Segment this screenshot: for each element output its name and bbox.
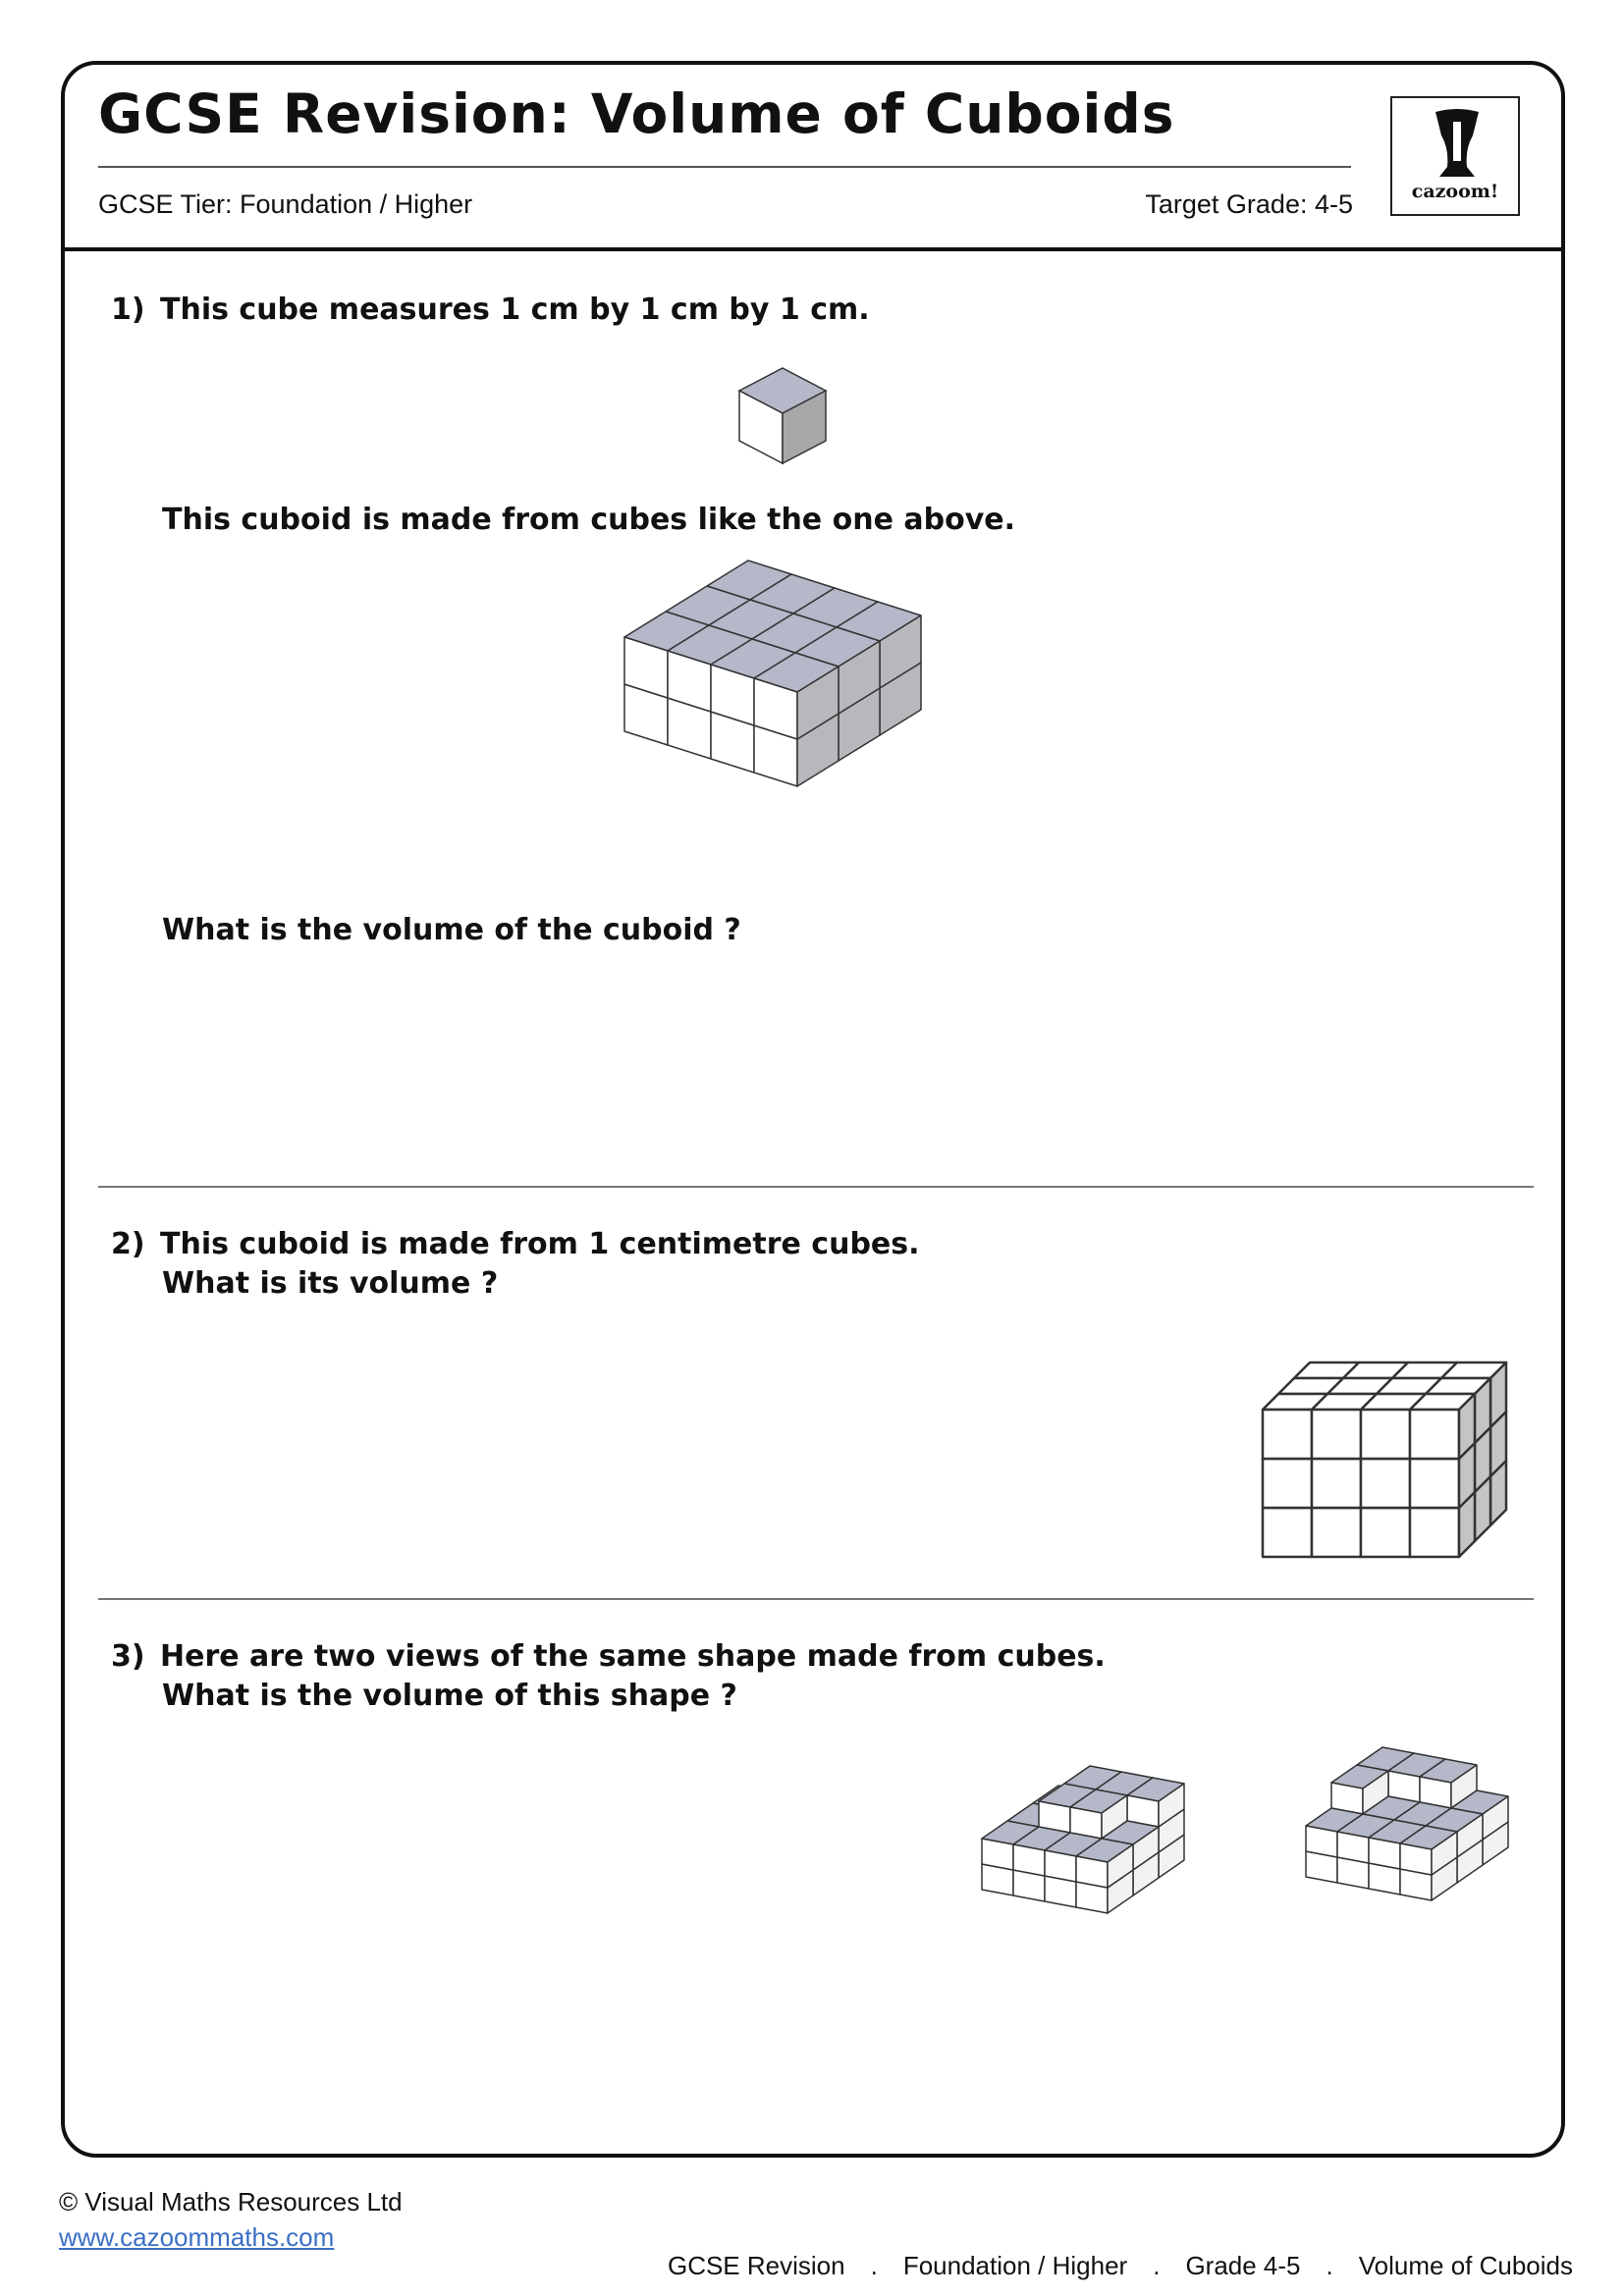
q2-number: 2): [111, 1227, 145, 1261]
crumb-separator: .: [870, 2251, 878, 2280]
q3-line1: Here are two views of the same shape made from cubes.: [160, 1639, 1106, 1674]
logo-text: cazoom!: [1411, 181, 1499, 202]
footer-breadcrumb: [654, 2220, 1573, 2281]
cube-front-face: [1400, 1843, 1432, 1875]
q1-number: 1): [111, 293, 145, 327]
crumb-3: Grade 4-5: [1185, 2251, 1301, 2280]
page-title: GCSE Revision: Volume of Cuboids: [98, 82, 1175, 145]
footer-credits: [59, 2184, 403, 2255]
target-grade-label: Target Grade: 4-5: [1145, 189, 1353, 219]
q2-line2: What is its volume ?: [162, 1266, 499, 1301]
tier-label: GCSE Tier: Foundation / Higher: [98, 189, 473, 219]
cube-front-face: [1337, 1832, 1369, 1863]
q1-text2: This cuboid is made from cubes like the one above.: [162, 503, 1015, 537]
cube-front-face: [1369, 1838, 1400, 1869]
crumb-2: Foundation / Higher: [902, 2251, 1128, 2280]
cube-front-face: [1306, 1826, 1337, 1857]
website-link[interactable]: www.cazoommaths.com: [59, 2222, 335, 2252]
crumb-1: GCSE Revision: [667, 2251, 845, 2280]
crumb-separator: .: [1153, 2251, 1161, 2280]
q2-line1: This cuboid is made from 1 centimetre cubes.: [160, 1227, 920, 1261]
q3-number: 3): [111, 1639, 145, 1674]
q1-question: What is the volume of the cuboid ?: [162, 913, 741, 947]
crumb-4: Volume of Cuboids: [1358, 2251, 1573, 2280]
copyright-text: © Visual Maths Resources Ltd: [59, 2187, 403, 2216]
q3-line2: What is the volume of this shape ?: [162, 1679, 737, 1713]
crumb-separator: .: [1326, 2251, 1333, 2280]
q1-text: This cube measures 1 cm by 1 cm by 1 cm.: [160, 293, 870, 327]
